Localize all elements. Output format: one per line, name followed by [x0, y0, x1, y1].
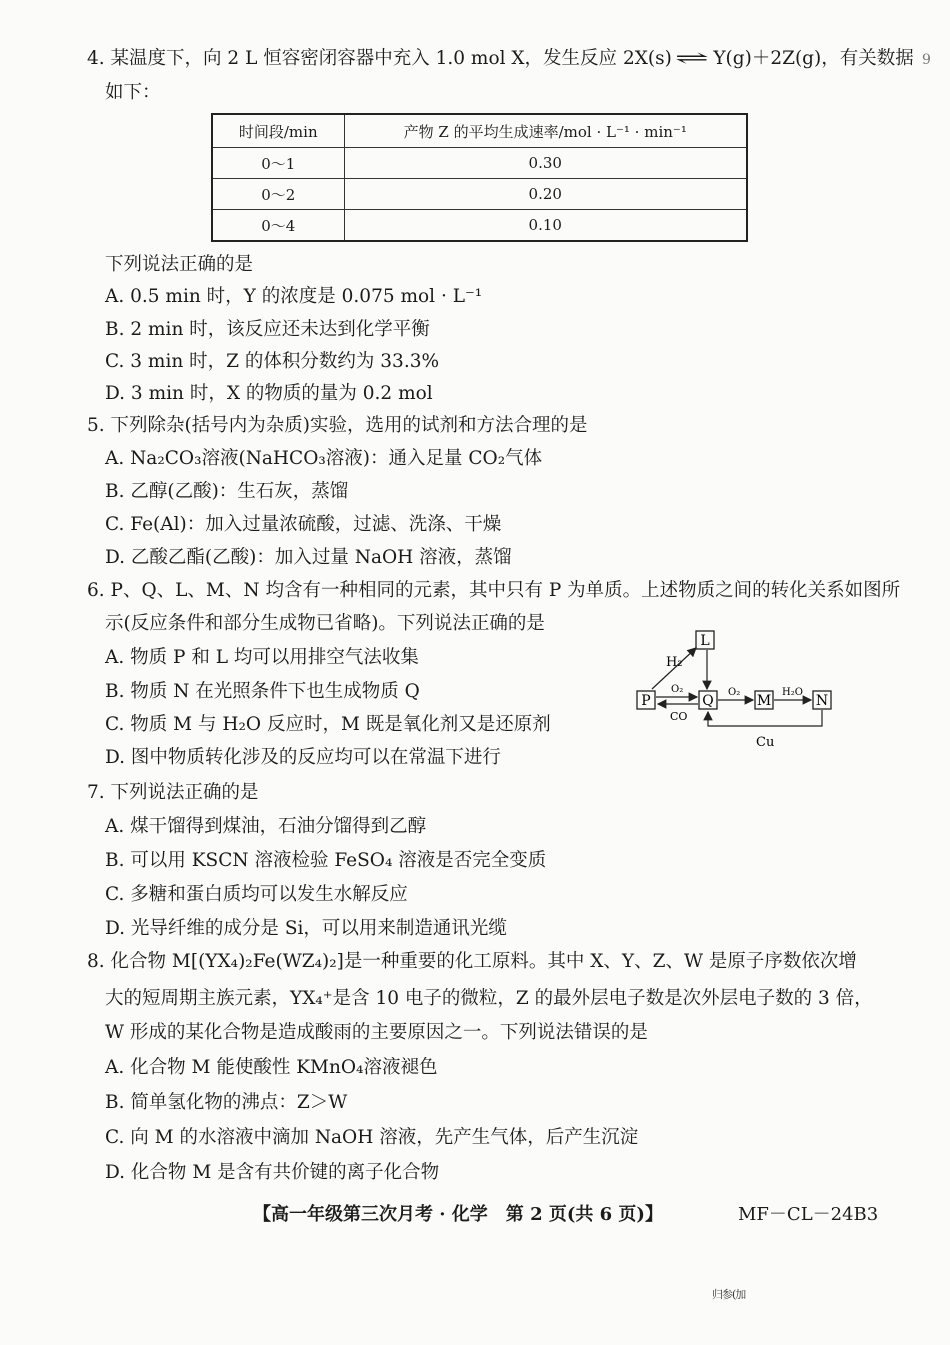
node-p: P: [641, 693, 651, 709]
node-l: L: [700, 633, 710, 649]
table-cell-time: 0～4: [212, 210, 344, 242]
table-cell-time: 0～1: [212, 148, 344, 179]
arrow-n-to-q: [708, 710, 822, 726]
q8-option-b: B. 简单氢化物的沸点：Z＞W: [105, 1092, 348, 1113]
q5-stem: 5. 下列除杂(括号内为杂质)实验，选用的试剂和方法合理的是: [87, 415, 588, 436]
q4-question: 下列说法正确的是: [105, 254, 254, 275]
q8-option-d: D. 化合物 M 是含有共价键的离子化合物: [105, 1162, 440, 1183]
q4-option-a: A. 0.5 min 时，Y 的浓度是 0.075 mol · L⁻¹: [105, 286, 483, 307]
q4-option-d: D. 3 min 时，X 的物质的量为 0.2 mol: [105, 383, 433, 404]
node-q: Q: [702, 693, 714, 709]
table-cell-rate: 0.10: [344, 210, 747, 242]
q8-stem-line2: 大的短周期主族元素，YX₄⁺是含 10 电子的微粒，Z 的最外层电子数是次外层电子数的 3 倍，: [105, 988, 873, 1009]
q4-stem-line2: 如下：: [105, 82, 161, 103]
label-cu: Cu: [756, 735, 775, 750]
q4-stem-line1: 4. 某温度下，向 2 L 恒容密闭容器中充入 1.0 mol X，发生反应 2X(s) ⇌ Y(g)＋2Z(g)，有关数据: [87, 48, 914, 69]
q7-stem: 7. 下列说法正确的是: [87, 782, 259, 803]
q7-option-c: C. 多糖和蛋白质均可以发生水解反应: [105, 884, 408, 905]
equilibrium-arrow-icon: ⇌: [674, 48, 709, 69]
table-row: [212, 179, 747, 210]
q4-option-b: B. 2 min 时，该反应还未达到化学平衡: [105, 319, 430, 340]
table-header-rate: 产物 Z 的平均生成速率/mol · L⁻¹ · min⁻¹: [344, 114, 747, 148]
label-o2-b: O₂: [728, 687, 741, 698]
q4-option-c: C. 3 min 时，Z 的体积分数约为 33.3%: [105, 351, 440, 372]
label-h2: H₂: [666, 655, 683, 670]
q8-stem-line3: W 形成的某化合物是造成酸雨的主要原因之一。下列说法错误的是: [105, 1022, 648, 1043]
table-cell-rate: 0.20: [344, 179, 747, 210]
table-header-row: [212, 114, 747, 148]
node-m: M: [756, 693, 772, 709]
table-cell-rate: 0.30: [344, 148, 747, 179]
q7-option-a: A. 煤干馏得到煤油，石油分馏得到乙醇: [105, 816, 427, 837]
q7-option-d: D. 光导纤维的成分是 Si，可以用来制造通讯光缆: [105, 918, 507, 939]
table-header-time: 时间段/min: [212, 114, 344, 148]
conversion-diagram: [630, 628, 840, 758]
label-co: CO: [670, 710, 688, 723]
q6-stem-line2: 示(反应条件和部分生成物已省略)。下列说法正确的是: [105, 613, 545, 634]
label-h2o: H₂O: [782, 687, 803, 698]
q8-option-c: C. 向 M 的水溶液中滴加 NaOH 溶液，先产生气体，后产生沉淀: [105, 1127, 639, 1148]
paper-code: MF－CL－24B3: [738, 1204, 879, 1225]
q7-option-b: B. 可以用 KSCN 溶液检验 FeSO₄ 溶液是否完全变质: [105, 850, 547, 871]
corner-mark: 9: [922, 52, 931, 68]
q6-stem-line1: 6. P、Q、L、M、N 均含有一种相同的元素，其中只有 P 为单质。上述物质之间的转化关系如图所: [87, 580, 901, 601]
label-o2-a: O₂: [671, 684, 684, 695]
q6-option-c: C. 物质 M 与 H₂O 反应时，M 既是氧化剂又是还原剂: [105, 714, 551, 735]
q6-option-b: B. 物质 N 在光照条件下也生成物质 Q: [105, 681, 420, 702]
q6-option-d: D. 图中物质转化涉及的反应均可以在常温下进行: [105, 747, 501, 768]
rate-table: [211, 113, 748, 242]
bottom-smudge: 归参(加: [712, 1288, 746, 1301]
q6-option-a: A. 物质 P 和 L 均可以用排空气法收集: [105, 647, 419, 668]
table-cell-time: 0～2: [212, 179, 344, 210]
node-n: N: [815, 693, 829, 709]
table-row: [212, 148, 747, 179]
q5-option-c: C. Fe(Al)：加入过量浓硫酸，过滤、洗涤、干燥: [105, 514, 502, 535]
q5-option-b: B. 乙醇(乙酸)：生石灰，蒸馏: [105, 481, 349, 502]
q8-stem-line1: 8. 化合物 M[(YX₄)₂Fe(WZ₄)₂]是一种重要的化工原料。其中 X、Y、Z、W 是原子序数依次增: [87, 951, 857, 972]
q5-option-d: D. 乙酸乙酯(乙酸)：加入过量 NaOH 溶液，蒸馏: [105, 547, 512, 568]
page-footer: 【高一年级第三次月考 · 化学 第 2 页(共 6 页)】: [253, 1204, 663, 1225]
q5-option-a: A. Na₂CO₃溶液(NaHCO₃溶液)：通入足量 CO₂气体: [105, 448, 543, 469]
q8-option-a: A. 化合物 M 能使酸性 KMnO₄溶液褪色: [105, 1057, 438, 1078]
table-row: [212, 210, 747, 242]
